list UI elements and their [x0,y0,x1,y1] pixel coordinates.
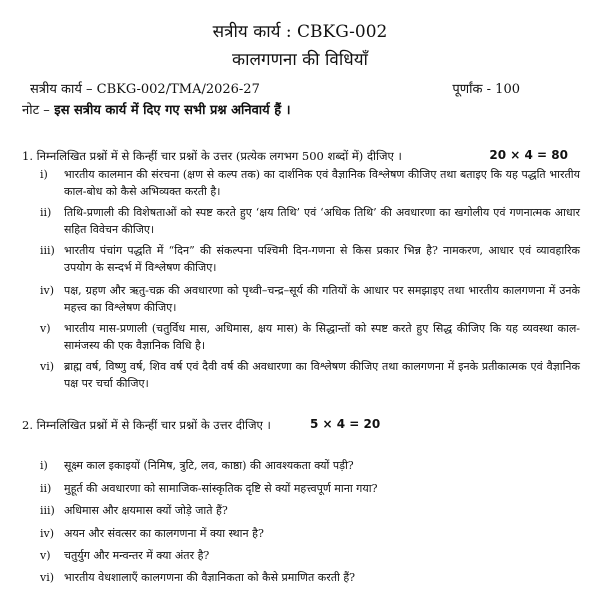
section2-question-3 [40,503,580,520]
section1-question-6 [40,359,580,392]
question-text: सूक्ष्म काल इकाइयों (निमिष, त्रुटि, लव, काष्ठा) की आवश्यकता क्यों पड़ी? [64,459,354,472]
note-line [22,103,291,119]
question-text: भारतीय वेधशालाएँ कालगणना की वैज्ञानिकता को कैसे प्रमाणित करती हैं? [64,571,356,584]
section1-question-2 [40,205,580,238]
section2-question-1 [40,458,580,475]
question-number: v) [40,549,51,562]
question-number: iii) [40,504,55,517]
section2-question-5 [40,548,580,565]
question-text: अधिमास और क्षयमास क्यों जोड़े जाते हैं? [64,504,228,517]
section2-heading: 2. निम्नलिखित प्रश्नों में से किन्हीं चार प्रश्नों के उत्तर दीजिए । [22,418,271,432]
section1-question-4 [40,283,580,316]
section2-question-2 [40,481,580,498]
question-number: iv) [40,527,55,540]
section2-question-6 [40,570,580,587]
question-text: मुहूर्त की अवधारणा को सामाजिक-सांस्कृतिक दृष्टि से क्यों महत्त्वपूर्ण माना गया? [64,482,378,495]
question-number: vi) [40,360,55,373]
question-text: भारतीय पंचांग पद्धति में “दिन” की संकल्पना पश्चिमी दिन-गणना से किस प्रकार भिन्न है? नामकरण, आधार एवं व्यावहारिक उपयोग के सन्दर्भ में विश्लेषण कीजिए। [64,244,580,274]
question-text: भारतीय मास-प्रणाली (चतुर्विध मास, अधिमास, क्षय मास) के सिद्धान्तों को स्पष्ट करते हुए सिद्ध कीजिए कि यह व्यवस्था काल-सामंजस्य की एक वैज्ञानिक विधि है। [64,322,580,352]
section2-question-4 [40,526,580,543]
assignment-subtitle: कालगणना की विधियाँ [232,50,368,70]
assignment-title: सत्रीय कार्य : CBKG-002 [212,22,388,42]
question-text: पक्ष, ग्रहण और ऋतु-चक्र की अवधारणा को पृथ्वी–चन्द्र–सूर्य की गतियों के आधार पर समझाइए तथा भारतीय कालगणना में उनके महत्त्व का विश्लेषण कीजिए। [64,284,580,314]
section1-marks: 20 × 4 = 80 [489,148,568,162]
question-number: i) [40,459,48,472]
total-marks: पूर्णांक - 100 [452,82,520,97]
section1-heading: 1. निम्नलिखित प्रश्नों में से किन्हीं चार प्रश्नों के उत्तर (प्रत्येक लगभग 500 शब्दों में) दीजिए । [22,149,402,163]
question-text: चतुर्युग और मन्वन्तर में क्या अंतर है? [64,549,210,562]
question-text: भारतीय कालमान की संरचना (क्षण से कल्प तक) का दार्शनिक एवं वैज्ञानिक विश्लेषण कीजिए तथा बताइए कि यह पद्धति भारतीय काल-बोध को कैसे अभिव्यक्त करती है। [64,168,580,198]
question-number: v) [40,322,51,335]
section2-marks: 5 × 4 = 20 [310,417,381,431]
question-number: iv) [40,284,55,297]
section1-question-3 [40,243,580,276]
note-label: नोट – [22,103,50,118]
assignment-code: सत्रीय कार्य – CBKG-002/TMA/2026-27 [30,82,260,97]
question-number: iii) [40,244,55,257]
question-number: vi) [40,571,55,584]
question-text: अयन और संवत्सर का कालगणना में क्या स्थान है? [64,527,264,540]
question-number: ii) [40,206,52,219]
question-text: ब्राह्म वर्ष, विष्णु वर्ष, शिव वर्ष एवं दैवी वर्ष की अवधारणा का विश्लेषण कीजिए तथा कालगणना में इनके प्रतीकात्मक एवं वैज्ञानिक पक्ष पर चर्चा कीजिए। [64,360,580,390]
note-text: इस सत्रीय कार्य में दिए गए सभी प्रश्न अनिवार्य हैं । [49,103,291,118]
question-number: i) [40,168,48,181]
section1-question-1 [40,167,580,200]
question-number: ii) [40,482,52,495]
section1-question-5 [40,321,580,354]
question-text: तिथि-प्रणाली की विशेषताओं को स्पष्ट करते हुए ‘क्षय तिथि’ एवं ‘अधिक तिथि’ की अवधारणा का खगोलीय एवं गणनात्मक आधार सहित विवेचन कीजिए। [64,206,580,236]
